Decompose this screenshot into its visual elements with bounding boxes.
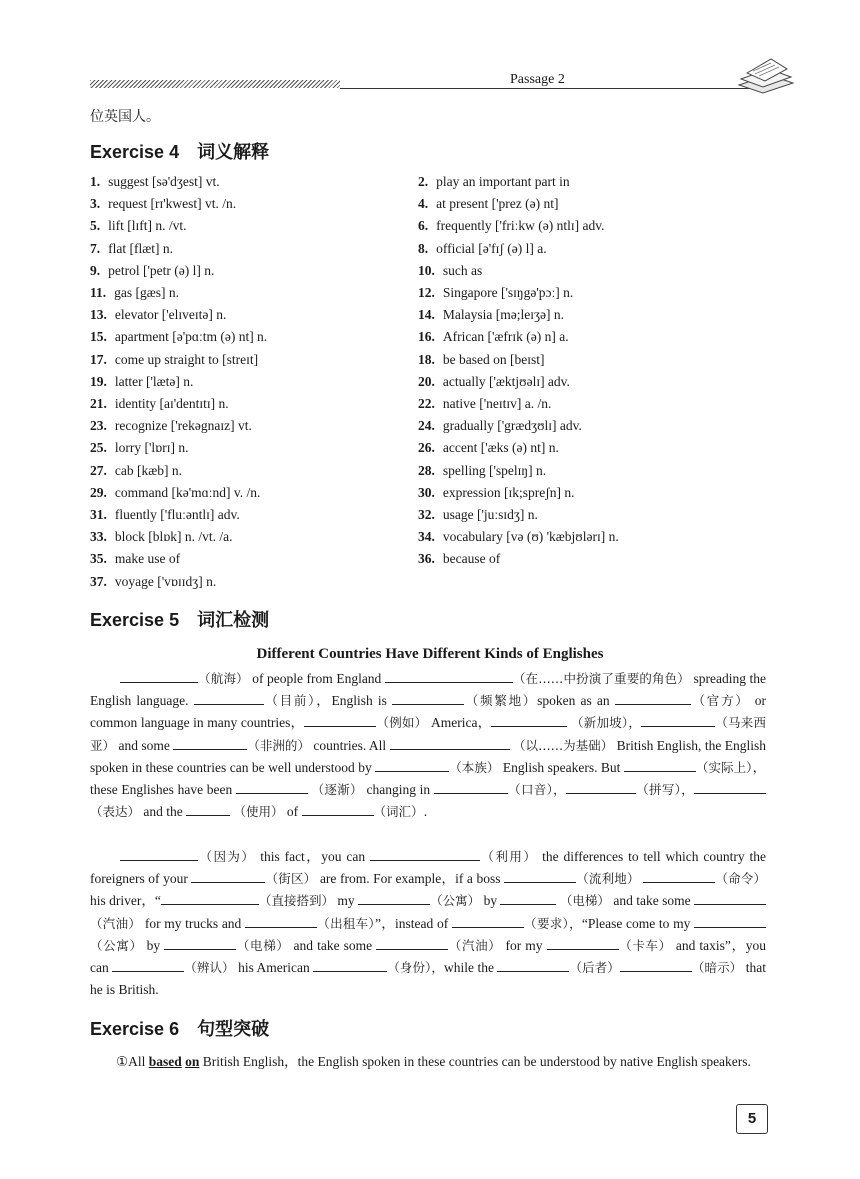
- blank-input[interactable]: [191, 868, 265, 883]
- vocab-item: [418, 396, 551, 416]
- exercise4-cn: 词义解释: [197, 142, 270, 163]
- page-header: [90, 72, 770, 96]
- vocab-text: voyage ['vɒɪɪdʒ] n.: [114, 573, 217, 589]
- hint: （因为）: [198, 849, 256, 864]
- blank-input[interactable]: [491, 712, 567, 727]
- text: and take some: [609, 893, 694, 909]
- vocab-item: [90, 196, 236, 216]
- vocab-number: 34.: [418, 529, 435, 545]
- blank-input[interactable]: [566, 779, 636, 794]
- hint: （使用）: [233, 804, 284, 820]
- vocab-item: [418, 241, 547, 261]
- vocab-item: [418, 374, 570, 394]
- vocab-item: [90, 241, 173, 261]
- blank-input[interactable]: [358, 890, 430, 905]
- blank-input[interactable]: [620, 957, 692, 972]
- hint: （马来西亚）: [90, 715, 766, 753]
- vocab-text: gradually ['grædʒʊlɪ] adv.: [442, 418, 582, 434]
- text: America，: [427, 715, 492, 731]
- text: of: [283, 804, 302, 820]
- text: while the: [444, 960, 498, 976]
- vocab-number: 7.: [90, 240, 101, 256]
- vocab-number: 11.: [90, 285, 107, 300]
- hint: （在……中扮演了重要的角色）: [512, 671, 690, 686]
- vocab-item: [418, 196, 559, 216]
- vocab-number: 21.: [90, 396, 107, 411]
- vocab-number: 10.: [418, 262, 435, 278]
- vocab-text: request [rɪ'kwest] vt. /n.: [108, 196, 237, 212]
- vocab-text: identity [aɪ'dentɪtɪ] n.: [114, 396, 229, 411]
- vocab-number: 35.: [90, 551, 107, 567]
- vocab-number: 30.: [418, 484, 435, 500]
- blank-input[interactable]: [194, 690, 264, 705]
- blank-input[interactable]: [375, 757, 449, 772]
- vocab-text: apartment [ə'pɑːtm (ə) nt] n.: [114, 329, 268, 345]
- vocab-item: [418, 218, 605, 238]
- sentence-text: British English，the English spoken in these countries can be understood by native English speakers.: [199, 1054, 751, 1069]
- vocab-number: 33.: [90, 529, 107, 545]
- vocab-text: command [kə'mɑːnd] v. /n.: [114, 484, 261, 500]
- vocab-text: expression [ɪk;spreʃn] n.: [442, 484, 575, 500]
- vocab-item: [418, 529, 619, 549]
- exercise4-label: Exercise 4: [90, 142, 180, 162]
- vocab-number: 8.: [418, 240, 429, 256]
- text: of people from England: [248, 671, 385, 686]
- vocab-item: [90, 352, 258, 372]
- vocab-text: lift [lɪft] n. /vt.: [108, 218, 187, 234]
- vocab-number: 17.: [90, 351, 107, 367]
- blank-input[interactable]: [694, 913, 766, 928]
- vocab-number: 23.: [90, 418, 107, 434]
- vocab-item: [90, 396, 229, 416]
- text: by: [142, 937, 165, 953]
- passage-label: Passage 2: [510, 72, 565, 87]
- vocab-number: 2.: [418, 174, 429, 189]
- vocab-text: frequently ['friːkw (ə) ntlɪ] adv.: [436, 218, 605, 234]
- blank-input[interactable]: [497, 957, 569, 972]
- vocab-item: [418, 463, 546, 483]
- vocab-item: [418, 329, 569, 349]
- hint: （非洲的）: [247, 737, 310, 753]
- vocab-item: [418, 307, 564, 327]
- vocab-item: [418, 507, 538, 527]
- vocab-item: [418, 285, 573, 305]
- vocab-item: [418, 174, 570, 194]
- exercise5-label: Exercise 5: [90, 610, 180, 630]
- vocab-text: flat [flæt] n.: [108, 240, 173, 256]
- blank-input[interactable]: [164, 935, 236, 950]
- blank-input[interactable]: [694, 779, 766, 794]
- blank-input[interactable]: [112, 957, 184, 972]
- exercise4-title: [90, 138, 269, 164]
- hint: （汽油）: [90, 915, 142, 931]
- key-word: based: [148, 1054, 182, 1069]
- vocab-text: play an important part in: [436, 174, 570, 189]
- vocab-text: suggest [sə'dʒest] vt.: [108, 174, 220, 189]
- sentence-text: ①All: [116, 1054, 149, 1069]
- vocab-text: African ['æfrɪk (ə) n] a.: [442, 329, 569, 345]
- vocab-number: 14.: [418, 307, 435, 323]
- vocab-item: [90, 463, 182, 483]
- blank-input[interactable]: [186, 801, 230, 816]
- vocab-text: actually ['æktjʊəlɪ] adv.: [442, 373, 570, 389]
- hint: （街区）: [265, 871, 317, 887]
- vocab-number: 37.: [90, 573, 107, 589]
- vocab-text: elevator ['elɪveɪtə] n.: [114, 307, 227, 323]
- vocab-text: come up straight to [streɪt]: [114, 351, 259, 367]
- hint: （电梯）: [236, 937, 290, 953]
- vocab-number: 28.: [418, 462, 435, 478]
- vocab-number: 36.: [418, 551, 435, 567]
- hint: （逐渐）: [311, 782, 363, 798]
- vocab-text: vocabulary [və (ʊ) 'kæbjʊlərɪ] n.: [442, 529, 619, 545]
- vocab-text: block [blɒk] n. /vt. /a.: [114, 529, 233, 545]
- vocab-text: be based on [beɪst]: [442, 351, 545, 367]
- vocab-text: official [ə'fɪʃ (ə) l] a.: [436, 240, 547, 256]
- hint: （要求），: [523, 915, 582, 931]
- hint: （暗示）: [691, 960, 743, 976]
- vocab-number: 1.: [90, 174, 101, 189]
- blank-input[interactable]: [624, 757, 696, 772]
- vocab-item: [418, 352, 544, 372]
- hint: （流利地）: [576, 871, 640, 887]
- blank-input[interactable]: [385, 668, 513, 683]
- vocab-text: usage ['juːsɪdʒ] n.: [442, 507, 538, 522]
- vocab-number: 31.: [90, 507, 107, 522]
- blank-input[interactable]: [304, 712, 376, 727]
- text: this fact，you can: [255, 849, 370, 864]
- hint: （实际上）: [695, 759, 753, 775]
- hint: （航海）: [198, 671, 249, 686]
- vocab-text: such as: [442, 262, 483, 278]
- vocab-text: latter ['lætə] n.: [114, 373, 194, 389]
- hint: （公寓）: [90, 937, 143, 953]
- vocab-item: [418, 440, 559, 460]
- vocab-number: 32.: [418, 507, 435, 522]
- vocab-number: 19.: [90, 373, 107, 389]
- vocab-text: because of: [442, 551, 501, 567]
- vocab-number: 5.: [90, 218, 101, 234]
- vocab-number: 29.: [90, 484, 107, 500]
- text: countries. All: [310, 737, 390, 753]
- blank-input[interactable]: [547, 935, 619, 950]
- hint: （口音），: [507, 782, 566, 798]
- vocab-number: 20.: [418, 373, 435, 389]
- text: that he is British.: [90, 960, 766, 998]
- hint: （以……为基础）: [513, 737, 614, 753]
- vocab-item: [90, 374, 193, 394]
- text: ，English is: [316, 693, 393, 709]
- hint: （词汇）.: [373, 804, 428, 820]
- hint: （表达）: [90, 804, 141, 820]
- text: changing in: [362, 782, 434, 798]
- vocab-item: [90, 263, 214, 283]
- vocab-item: [90, 551, 180, 571]
- vocab-number: 9.: [90, 262, 101, 278]
- blank-input[interactable]: [236, 779, 308, 794]
- blank-input[interactable]: [370, 846, 480, 861]
- books-icon: [735, 55, 795, 95]
- blank-input[interactable]: [302, 801, 374, 816]
- vocab-text: cab [kæb] n.: [114, 462, 182, 478]
- vocab-text: petrol ['petr (ə) l] n.: [108, 262, 215, 278]
- vocab-number: 13.: [90, 307, 107, 323]
- text: British English, the English spoken in these countries can be well understood by: [90, 737, 766, 775]
- vocab-text: recognize ['rekəgnaɪz] vt.: [114, 418, 252, 434]
- blank-input[interactable]: [694, 890, 766, 905]
- blank-input[interactable]: [313, 957, 387, 972]
- hint: （身份），: [387, 960, 444, 976]
- vocab-item: [418, 551, 500, 571]
- blank-input[interactable]: [120, 846, 198, 861]
- hint: （出租车）: [316, 915, 375, 931]
- vocab-text: Singapore ['sɪŋgə'pɔː] n.: [442, 285, 574, 300]
- hint: （例如）: [376, 715, 428, 731]
- vocab-text: native ['neɪtɪv] a. /n.: [442, 396, 552, 411]
- exercise6-cn: 句型突破: [197, 1019, 270, 1040]
- blank-input[interactable]: [504, 868, 576, 883]
- vocab-text: at present ['prez (ə) nt]: [436, 196, 559, 212]
- hint: （频繁地）: [464, 693, 538, 709]
- text: spreading the English language.: [90, 671, 766, 709]
- hint: （新加坡），: [571, 715, 642, 731]
- vocab-number: 6.: [418, 218, 429, 234]
- hint: （目前）: [263, 693, 317, 709]
- text: “Please come to my: [581, 915, 694, 931]
- vocab-text: accent ['æks (ə) nt] n.: [442, 440, 559, 456]
- text: ，these Englishes have been: [90, 759, 766, 798]
- intro-text: 位英国人。: [90, 110, 160, 125]
- text: the differences to tell which country the foreigners of your: [90, 849, 766, 887]
- hint: （公寓）: [430, 893, 481, 909]
- vocab-number: 15.: [90, 329, 107, 345]
- vocab-item: [90, 307, 226, 327]
- exercise5-cn: 词汇检测: [197, 610, 270, 631]
- hint: （直接搭到）: [258, 893, 335, 909]
- vocab-text: fluently ['fluːəntlɪ] adv.: [114, 507, 240, 522]
- hint: （卡车）: [618, 937, 672, 953]
- exercise6-label: Exercise 6: [90, 1019, 180, 1039]
- vocab-number: 25.: [90, 440, 107, 456]
- hint: （后者）: [569, 960, 620, 976]
- text: spoken as an: [537, 693, 615, 709]
- vocab-number: 22.: [418, 396, 435, 411]
- sentence-1: [90, 1052, 766, 1072]
- hint: （利用）: [479, 849, 538, 864]
- vocab-item: [90, 485, 260, 505]
- text: ”，instead of: [374, 915, 452, 931]
- text: and taxis”，you can: [90, 937, 766, 976]
- vocab-text: make use of: [114, 551, 181, 567]
- blank-input[interactable]: [500, 890, 556, 905]
- vocab-item: [90, 529, 233, 549]
- vocab-item: [90, 218, 187, 238]
- vocab-number: 27.: [90, 462, 107, 478]
- blank-input[interactable]: [245, 913, 317, 928]
- exercise6-title: [90, 1015, 269, 1041]
- hint: （本族）: [449, 759, 500, 775]
- blank-input[interactable]: [643, 868, 715, 883]
- text: by: [480, 893, 501, 909]
- passage-title: Different Countries Have Different Kinds of Englishes: [256, 646, 604, 662]
- blank-input[interactable]: [390, 735, 510, 750]
- hint: （汽油）: [448, 937, 502, 953]
- vocab-item: [90, 507, 240, 527]
- key-word: on: [185, 1054, 200, 1069]
- blank-input[interactable]: [173, 735, 247, 750]
- vocab-item: [90, 329, 267, 349]
- blank-input[interactable]: [452, 913, 524, 928]
- hint: （电梯）: [559, 893, 610, 909]
- page-number: 5: [736, 1104, 768, 1134]
- text: and the: [140, 804, 187, 820]
- vocab-item: [90, 418, 252, 438]
- vocab-text: Malaysia [mə;leɪʒə] n.: [442, 307, 564, 323]
- text: his American: [234, 960, 314, 976]
- exercise5-title: [90, 606, 269, 632]
- blank-input[interactable]: [641, 712, 715, 727]
- blank-input[interactable]: [120, 668, 198, 683]
- vocab-item: [90, 574, 216, 594]
- vocab-item: [90, 174, 220, 194]
- vocab-number: 4.: [418, 196, 429, 212]
- paragraph-2: [90, 846, 766, 1001]
- text: English speakers. But: [499, 759, 624, 775]
- vocab-text: spelling ['spelɪŋ] n.: [442, 462, 547, 478]
- vocab-item: [90, 440, 188, 460]
- hint: （拼写），: [635, 782, 695, 798]
- hint: （辨认）: [184, 960, 235, 976]
- text: or common language in many countries，: [90, 693, 766, 731]
- text: for my trucks and: [141, 915, 245, 931]
- text: for my: [501, 937, 547, 953]
- hint: （官方）: [690, 693, 750, 709]
- vocab-number: 16.: [418, 329, 435, 345]
- blank-input[interactable]: [376, 935, 448, 950]
- hint: （命令）: [715, 871, 767, 887]
- vocab-number: 12.: [418, 285, 435, 300]
- vocab-number: 26.: [418, 440, 435, 456]
- blank-input[interactable]: [434, 779, 508, 794]
- vocab-item: [418, 418, 582, 438]
- vocab-item: [90, 285, 179, 305]
- vocab-item: [418, 263, 482, 283]
- header-rule: [340, 88, 760, 89]
- text: my: [334, 893, 359, 909]
- vocab-number: 24.: [418, 418, 435, 434]
- vocab-text: lorry ['lɒrɪ] n.: [114, 440, 189, 456]
- vocab-item: [418, 485, 574, 505]
- text: his driver，“: [90, 893, 161, 909]
- text: are from. For example，if a boss: [316, 871, 505, 887]
- paragraph-1: [90, 668, 766, 823]
- vocab-text: gas [gæs] n.: [114, 285, 180, 300]
- vocab-number: 3.: [90, 196, 101, 212]
- text: and some: [115, 737, 174, 753]
- blank-input[interactable]: [161, 890, 259, 905]
- blank-input[interactable]: [392, 690, 464, 705]
- text: and take some: [289, 937, 377, 953]
- header-hatch: [90, 80, 340, 88]
- vocab-number: 18.: [418, 351, 435, 367]
- blank-input[interactable]: [615, 690, 691, 705]
